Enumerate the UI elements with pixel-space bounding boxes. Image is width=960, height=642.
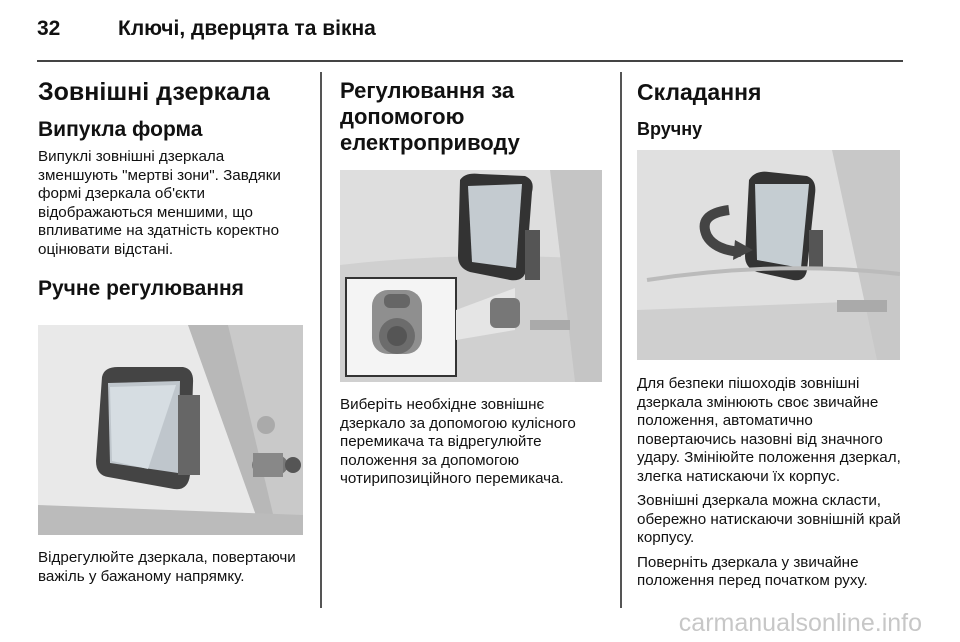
column-divider-1 [320, 72, 322, 608]
chapter-title: Ключі, дверцята та вікна [118, 17, 376, 40]
column-3 [637, 78, 902, 591]
folding-text-3: Поверніть дзеркала у звичайне положення перед початком руху. [637, 553, 868, 589]
header-rule [37, 60, 903, 62]
manual-caption: Відрегулюйте дзеркала, повертаючи важіль у бажаному напрямку. [38, 549, 296, 585]
electric-title: Регулювання за допомогою електроприводу [340, 78, 520, 155]
electric-mirror-figure [340, 170, 602, 382]
folding-title: Складання [637, 79, 762, 105]
page-number: 32 [37, 17, 61, 40]
electric-caption: Виберіть необхідне зовнішнє дзеркало за допомогою кулісного перемикача та відрегулюйте положення за допомогою чотирипозиційного перемикача. [340, 396, 576, 487]
folding-text-1: Для безпеки пішоходів зовнішні дзеркала змінюють своє звичайне положення, автоматично повертаючись назовні від значного удару. Змініюйте положення дзеркал, злегка натискаючи їх корпус. [637, 375, 901, 485]
folding-text-2: Зовнішні дзеркала можна скласти, обережно натискаючи зовнішній край корпусу. [637, 492, 901, 546]
folding-subtitle: Вручну [637, 119, 703, 139]
column-2 [340, 78, 602, 504]
folding-mirror-figure [637, 150, 900, 360]
manual-title: Ручне регулювання [38, 277, 244, 300]
convex-text: Випуклі зовнішні дзеркала зменшують "мертві зони". Завдяки формі дзеркала об'єкти відображаються меншими, що впливатиме на здатність коректно оцінювати відстані. [38, 148, 281, 258]
convex-title: Випукла форма [38, 118, 203, 141]
section-title: Зовнішні дзеркала [38, 78, 270, 106]
column-1 [38, 78, 306, 601]
watermark: carmanualsonline.info [678, 609, 922, 637]
column-divider-2 [620, 72, 622, 608]
manual-mirror-figure [38, 325, 303, 535]
